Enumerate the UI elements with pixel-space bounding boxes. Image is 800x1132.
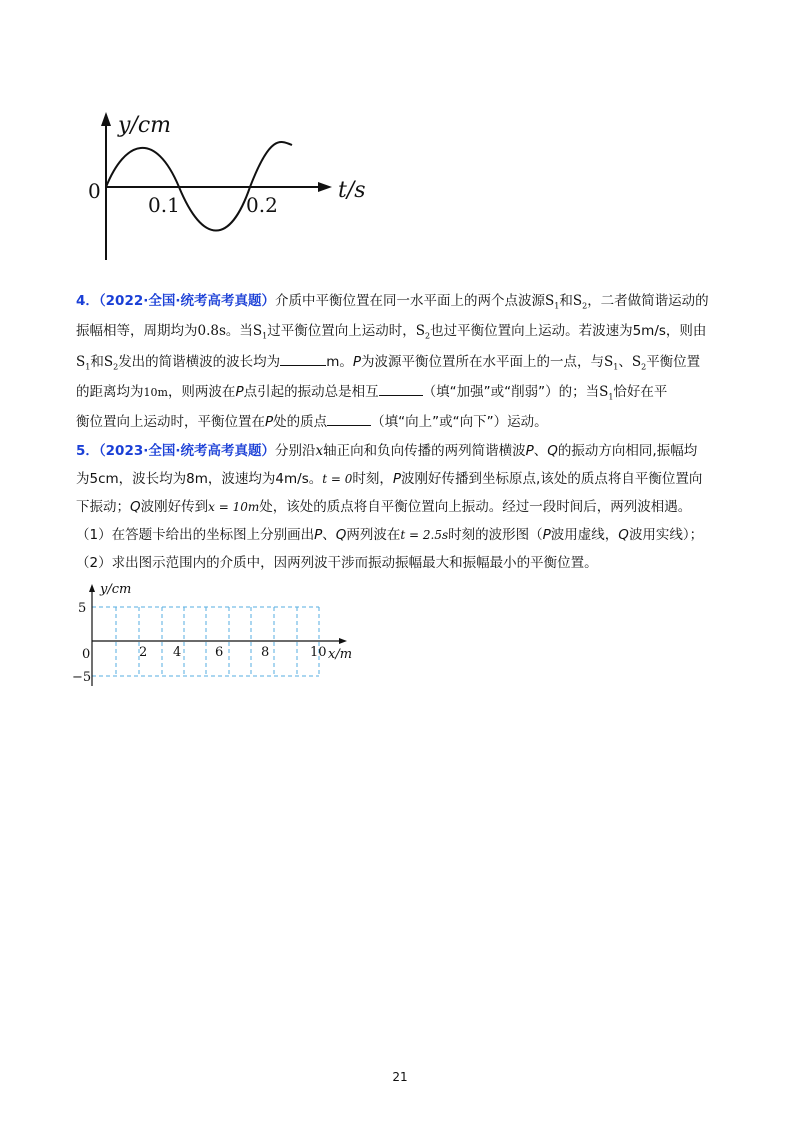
q4-number: 4．: [76, 293, 99, 309]
distance-value: 10m: [143, 386, 168, 399]
x-tick-2: 2: [139, 645, 148, 660]
q5-line-2: 为5cm，波长均为8m，波速均为4m/s。t = 0时刻，P波刚好传播到坐标原点,该处的质点将自平衡位置向: [76, 471, 703, 487]
s1-symbol: $S_1$: [252, 323, 268, 341]
point-p: P: [352, 354, 361, 370]
origin-label: 0: [82, 647, 91, 662]
q5-line-3: 下振动；Q波刚好传到x = 10m处，该处的质点将自平衡位置向上振动。经过一段时间后，两列波相遇。: [76, 499, 692, 515]
tick-label-0.1: 0.1: [148, 193, 180, 217]
x-axis-label: x/m: [328, 647, 353, 662]
origin-label: 0: [88, 179, 101, 203]
speed-value: 5m/s: [632, 323, 666, 339]
q4-line-3: $S_1$和$S_2$发出的简谐横波的波长均为 m。P为波源平衡位置所在水平面上的一点，与$S_1$、$S_2$平衡位置: [76, 351, 736, 378]
page-number: 21: [392, 1070, 408, 1084]
q4-source: （2022·全国·统考高考真题）: [98, 293, 275, 309]
s2-symbol: $S_2$: [631, 354, 647, 372]
time-2-5: t = 2.5s: [400, 528, 449, 542]
x-tick-8: 8: [261, 645, 270, 660]
q5-source: （2023·全国·统考高考真题）: [98, 443, 275, 459]
s1-symbol: $S_1$: [599, 384, 614, 402]
q4-line-5: 衡位置向上运动时，平衡位置在P处的质点 （填“向上”或“向下”）运动。: [76, 411, 736, 432]
q5-subq-1: （1）在答题卡给出的坐标图上分别画出P、Q两列波在t = 2.5s时刻的波形图（P波用虚线，Q波用实线）；: [76, 527, 704, 543]
answer-blank-wavelength[interactable]: [280, 351, 326, 366]
s2-symbol: $S_2$: [572, 293, 588, 311]
q4-line-4: 的距离均为10m，则两波在P点引起的振动总是相互 （填“加强”或“削弱”）的；当$S_1$恰好在平: [76, 381, 736, 408]
q4-text: 介质中平衡位置在同一水平面上的两个点波源: [275, 293, 545, 309]
x-tick-10: 10: [310, 645, 327, 660]
point-p: P: [265, 414, 274, 430]
x-ten: x = 10m: [208, 500, 260, 514]
point-p: P: [235, 384, 244, 400]
x-axis-label: t/s: [338, 178, 366, 203]
time-zero: t = 0: [322, 472, 353, 486]
s2-symbol: $S_2$: [415, 323, 431, 341]
q5-line-1: 5．（2023·全国·统考高考真题）分别沿x轴正向和负向传播的两列简谐横波P、Q的振动方向相同,振幅均: [76, 443, 698, 459]
q4-text: ，二者做简谐运动的: [587, 293, 709, 309]
q4-line-2: 振幅相等，周期均为0.8s。当$S_1$过平衡位置向上运动时，$S_2$也过平衡位置向上运动。若波速为5m/s，则由: [76, 323, 707, 341]
s2-symbol: $S_2$: [103, 354, 119, 372]
q4-line-1: [76, 291, 736, 317]
tick-label-0.2: 0.2: [246, 193, 278, 217]
period-value: 0.8s: [197, 323, 226, 339]
figure-sine-wave: [80, 100, 380, 270]
q5-number: 5．: [76, 443, 99, 459]
y-tick-neg5: −5: [72, 670, 92, 685]
wave-p: P: [525, 443, 534, 459]
x-axis-arrow: [339, 638, 347, 644]
y-axis-arrow: [89, 584, 95, 592]
x-tick-6: 6: [215, 645, 224, 660]
q4-text: 和: [559, 293, 573, 309]
y-tick-5: 5: [78, 601, 87, 616]
s1-symbol: $S_1$: [76, 354, 91, 372]
y-axis-label: y/cm: [100, 582, 132, 597]
s1-symbol: $S_1$: [545, 293, 560, 311]
s1-symbol: $S_1$: [604, 354, 619, 372]
x-axis-arrow: [318, 182, 332, 192]
q5-subq-2: （2）求出图示范围内的介质中，因两列波干涉而振动振幅最大和振幅最小的平衡位置。: [76, 555, 598, 571]
y-axis-label: y/cm: [118, 113, 172, 138]
answer-blank-interference[interactable]: [379, 381, 423, 396]
x-tick-4: 4: [173, 645, 182, 660]
wave-q: Q: [547, 443, 558, 459]
figure-coordinate-grid: [72, 578, 372, 698]
answer-blank-direction[interactable]: [327, 411, 371, 426]
y-axis-arrow: [101, 112, 111, 126]
